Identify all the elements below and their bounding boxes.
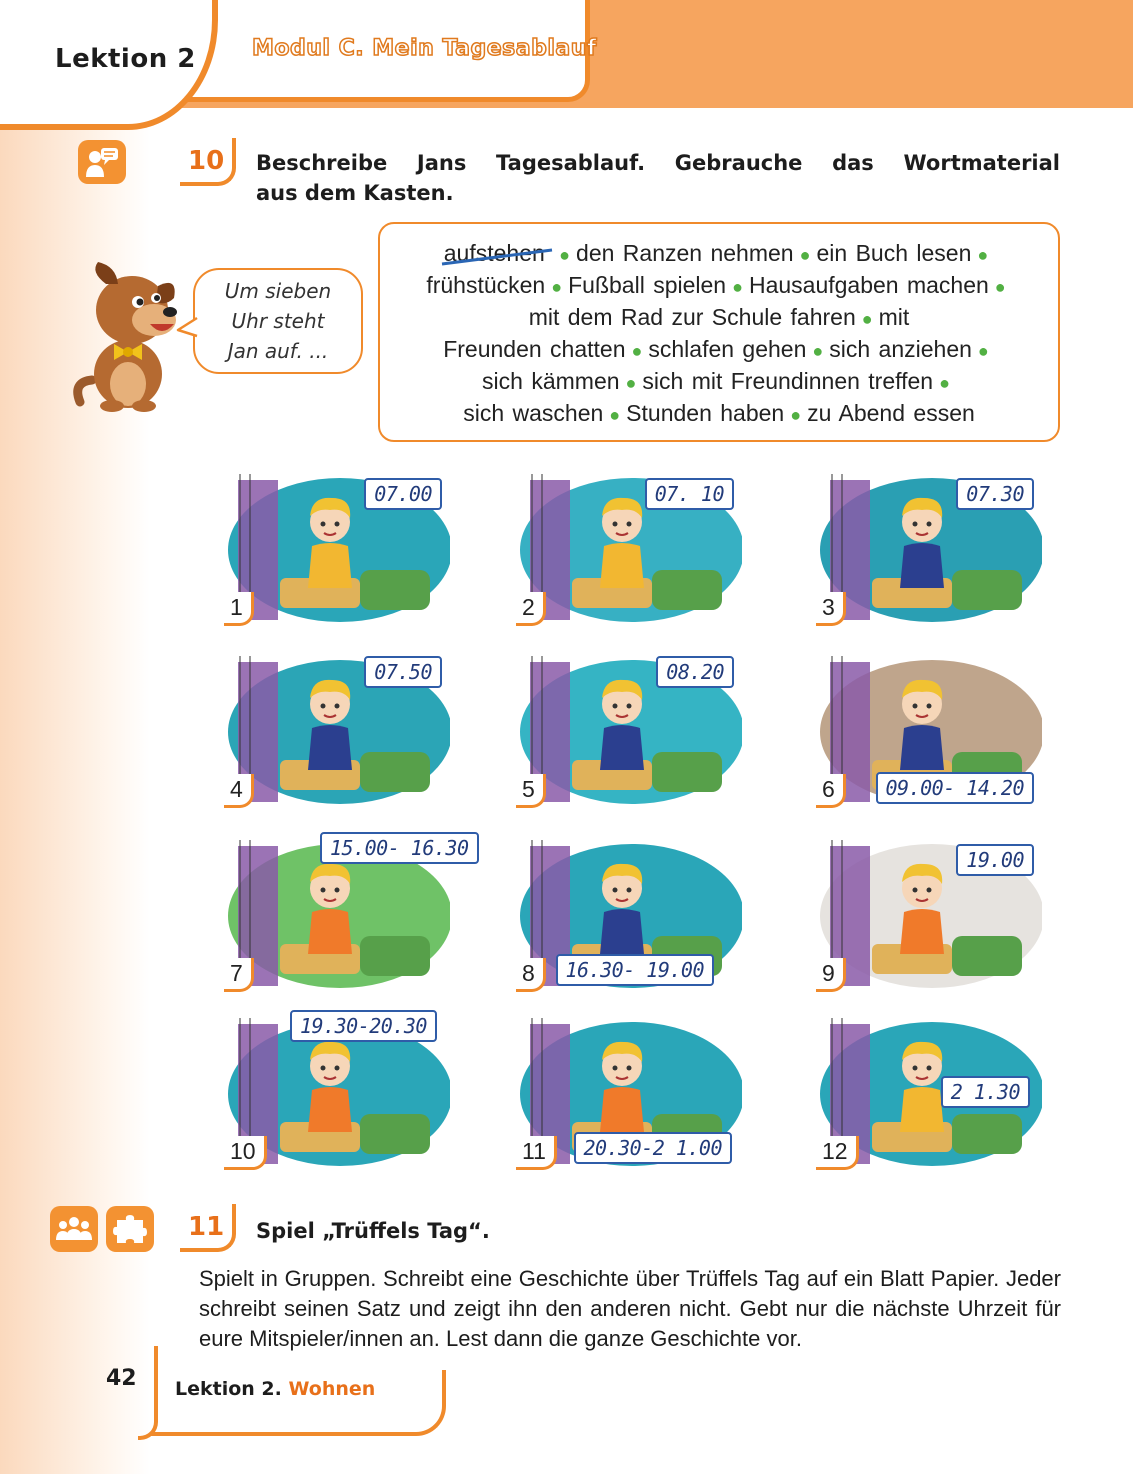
picture-number: 10: [224, 1136, 267, 1170]
word: den Ranzen nehmen: [576, 240, 794, 266]
task-number-frame: [180, 138, 236, 186]
time-label: 2 1.30: [941, 1076, 1030, 1108]
word: sich kämmen: [482, 368, 620, 394]
word-box-line: frühstücken ● Fußball spielen ● Hausaufgaben machen ●: [426, 272, 1006, 298]
task-number-10: 10: [188, 146, 225, 176]
word-struck-through: aufstehen: [444, 240, 553, 266]
word: mit dem Rad zur Schule fahren: [528, 304, 856, 330]
picture-card: [220, 836, 469, 996]
word: mit: [878, 304, 910, 330]
task-number-11: 11: [188, 1212, 225, 1242]
group-icon: [50, 1206, 98, 1252]
picture-card: [512, 652, 742, 812]
picture-number: 9: [816, 958, 846, 992]
time-label: 07. 10: [645, 478, 734, 510]
footer-topic: Wohnen: [288, 1378, 376, 1400]
picture-number: 1: [224, 592, 254, 626]
picture-card: [812, 470, 1042, 630]
speaking-icon: [78, 140, 126, 184]
word: sich mit Freundinnen treffen: [642, 368, 934, 394]
word-box-line: Freunden chatten ● schlafen gehen ● sich anziehen ●: [443, 336, 989, 362]
time-label: 07.50: [364, 656, 442, 688]
time-label: 16.30- 19.00: [556, 954, 715, 986]
speech-line: Uhr steht: [231, 309, 325, 333]
time-label: 07.00: [364, 478, 442, 510]
picture-number: 6: [816, 774, 846, 808]
word: Freunden chatten: [443, 336, 626, 362]
footer-title: [175, 1378, 375, 1400]
picture-card: [512, 836, 742, 996]
picture-card: [220, 470, 450, 630]
picture-card: [220, 1014, 450, 1174]
time-label: 08.20: [656, 656, 734, 688]
word: Hausaufgaben machen: [748, 272, 989, 298]
picture-number: 2: [516, 592, 546, 626]
modul-title: Modul C. Mein Tagesablauf: [252, 36, 597, 61]
picture-card: [812, 836, 1042, 996]
picture-card: [512, 1014, 742, 1174]
time-label: 07.30: [956, 478, 1034, 510]
time-label: 20.30-2 1.00: [574, 1132, 733, 1164]
word: sich anziehen: [829, 336, 972, 362]
word: sich waschen: [463, 400, 604, 426]
lektion-label: Lektion 2: [55, 44, 196, 74]
puzzle-icon: [106, 1206, 154, 1252]
picture-number: 7: [224, 958, 254, 992]
speech-line: Um sieben: [224, 279, 332, 303]
word: schlafen gehen: [648, 336, 807, 362]
picture-number: 3: [816, 592, 846, 626]
word: ein Buch lesen: [816, 240, 972, 266]
picture-number: 5: [516, 774, 546, 808]
time-label: 09.00- 14.20: [876, 772, 1035, 804]
word: Stunden haben: [626, 400, 785, 426]
time-label: 19.30-20.30: [290, 1010, 437, 1042]
picture-number: 4: [224, 774, 254, 808]
time-label: 19.00: [956, 844, 1034, 876]
picture-card: [512, 470, 742, 630]
picture-number: 12: [816, 1136, 859, 1170]
word: frühstücken: [426, 272, 546, 298]
picture-card: [220, 652, 450, 812]
footer-lesson: Lektion 2.: [175, 1378, 282, 1400]
task-number-frame: [180, 1204, 236, 1252]
word-box-line: aufstehen ● den Ranzen nehmen ● ein Buch lesen ●: [443, 240, 989, 266]
picture-card: [812, 652, 1042, 812]
word: Fußball spielen: [568, 272, 727, 298]
page-number: 42: [106, 1366, 137, 1391]
picture-number: 8: [516, 958, 546, 992]
dog-illustration: [70, 262, 188, 414]
word-box-line: sich waschen ● Stunden haben ● zu Abend essen: [463, 400, 975, 426]
word-box: [378, 222, 1060, 442]
word: zu Abend essen: [807, 400, 975, 426]
time-label: 15.00- 16.30: [320, 832, 479, 864]
speech-bubble: [193, 268, 363, 374]
word-box-line: mit dem Rad zur Schule fahren ● mit: [528, 304, 910, 330]
task10-title-line2: aus dem Kasten.: [256, 181, 454, 205]
task10-title-line1: Beschreibe Jans Tagesablauf. Gebrauche das Wortmaterial: [256, 151, 1060, 175]
task11-instructions: Spielt in Gruppen. Schreibt eine Geschichte über Trüffels Tag auf ein Blatt Papier. Jeder schreibt seinen Satz und zeigt ihn den anderen nicht. Gebt nur die nächste Uhrzeit für eure Mitspieler/innen an. Lest dann die ganze Geschichte vor.: [199, 1266, 1061, 1351]
word-box-line: sich kämmen ● sich mit Freundinnen treffen ●: [482, 368, 950, 394]
speech-line: Jan auf. ...: [227, 339, 329, 363]
picture-card: [812, 1014, 1042, 1174]
picture-number: 11: [516, 1136, 557, 1170]
speech-bubble-tail: [176, 316, 198, 340]
task11-title: Spiel „Trüffels Tag“.: [256, 1219, 490, 1243]
